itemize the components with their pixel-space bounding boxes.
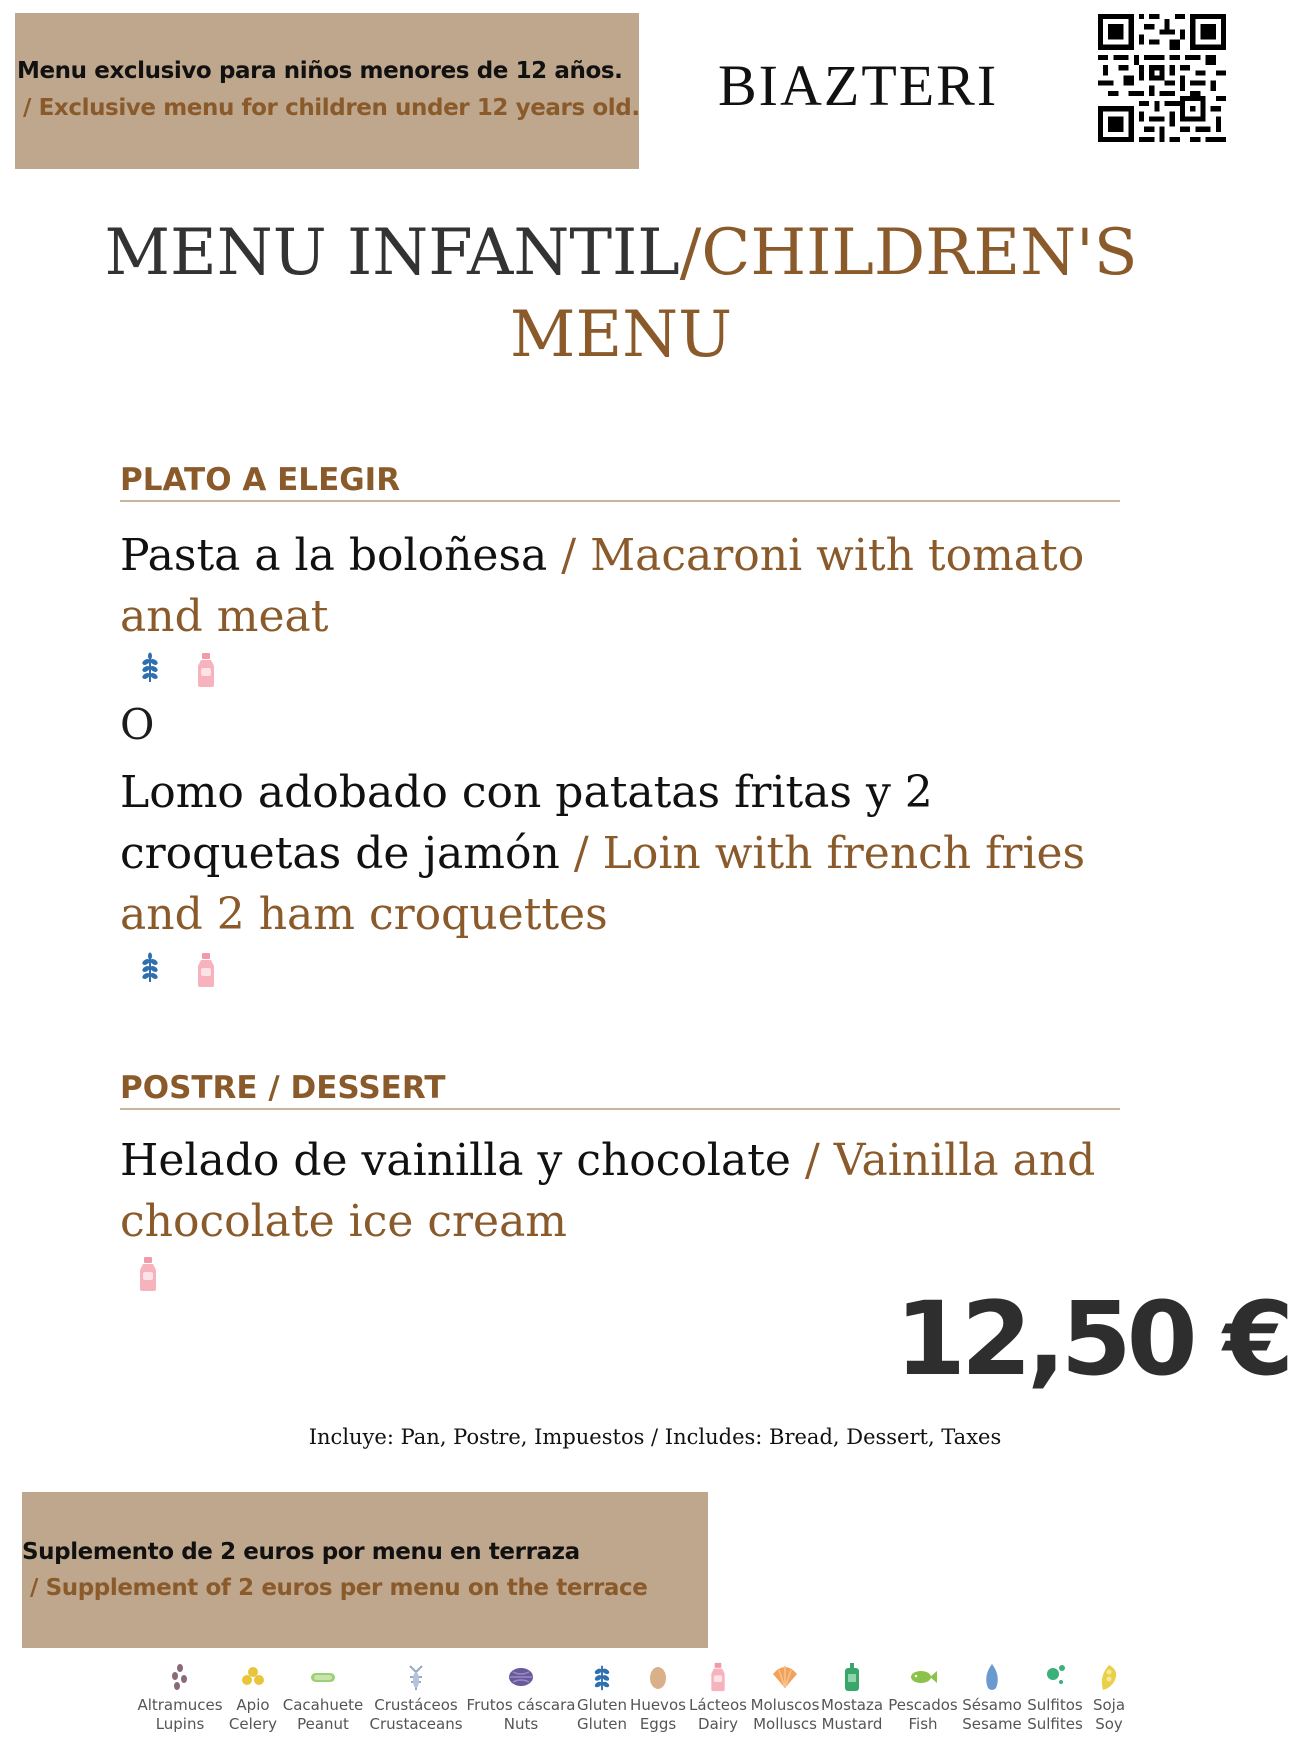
gluten-icon xyxy=(592,1662,612,1692)
mustard-icon xyxy=(841,1662,863,1692)
fish-icon xyxy=(908,1662,938,1692)
legend-sesame-en: Sesame xyxy=(962,1715,1022,1733)
kids-only-notice xyxy=(15,13,639,169)
legend-gluten-es: Gluten xyxy=(577,1696,627,1714)
nuts-icon xyxy=(507,1662,535,1692)
legend-dairy xyxy=(686,1662,750,1734)
legend-fish-en: Fish xyxy=(908,1715,938,1733)
legend-mustard-es: Mostaza xyxy=(820,1696,884,1714)
sulfites-icon xyxy=(1042,1662,1068,1692)
legend-nuts-en: Nuts xyxy=(503,1715,539,1733)
legend-gluten xyxy=(574,1662,630,1734)
menu-price: 12,50 € xyxy=(895,1280,1290,1399)
legend-molluscs xyxy=(750,1662,820,1734)
legend-molluscs-es: Moluscos xyxy=(750,1696,820,1714)
legend-lupins-en: Lupins xyxy=(155,1715,205,1733)
title-english: CHILDREN'S MENU xyxy=(509,216,1138,372)
dish-loin-english: / Loin with french fries and 2 ham croquettes xyxy=(120,828,1086,940)
legend-lupins xyxy=(130,1662,230,1734)
legend-celery-en: Celery xyxy=(228,1715,278,1733)
mollusc-icon xyxy=(771,1662,799,1692)
brand-logo: BIAZTERI xyxy=(718,53,999,118)
qr-code-icon[interactable] xyxy=(1098,14,1226,142)
peanut-icon xyxy=(308,1662,338,1692)
dish-pasta xyxy=(120,525,1130,647)
dairy-icon xyxy=(195,952,217,988)
terrace-spanish: Suplemento de 2 euros por menu en terraza xyxy=(22,1539,580,1565)
includes-note: Incluye: Pan, Postre, Impuestos / Includes: Bread, Dessert, Taxes xyxy=(308,1425,1002,1449)
dish-pasta-spanish: Pasta a la boloñesa xyxy=(120,530,548,581)
legend-mustard xyxy=(818,1662,886,1734)
legend-sulfites-es: Sulfitos xyxy=(1027,1696,1083,1714)
lupins-icon xyxy=(167,1662,193,1692)
gluten-icon xyxy=(140,952,160,984)
legend-sulfites-en: Sulfites xyxy=(1027,1715,1083,1733)
legend-crustaceans xyxy=(366,1662,466,1734)
legend-peanut-en: Peanut xyxy=(297,1715,349,1733)
legend-celery-es: Apio xyxy=(236,1696,270,1714)
legend-mustard-en: Mustard xyxy=(821,1715,883,1733)
dish-pasta-english: / Macaroni with tomato and meat xyxy=(120,530,1085,642)
legend-nuts-es: Frutos cáscara xyxy=(466,1696,576,1714)
crustacean-icon xyxy=(403,1662,429,1692)
legend-crustaceans-es: Crustáceos xyxy=(374,1696,458,1714)
notice-spanish: Menu exclusivo para niños menores de 12 años. xyxy=(17,58,623,84)
dairy-icon xyxy=(137,1256,159,1292)
legend-peanut xyxy=(278,1662,368,1734)
legend-eggs-es: Huevos xyxy=(630,1696,686,1714)
legend-fish-es: Pescados xyxy=(888,1696,958,1714)
legend-sesame xyxy=(960,1662,1024,1734)
legend-soy-en: Soy xyxy=(1095,1715,1123,1733)
celery-icon xyxy=(240,1662,266,1692)
legend-celery xyxy=(223,1662,283,1734)
dairy-icon xyxy=(195,652,217,688)
legend-sesame-es: Sésamo xyxy=(962,1696,1022,1714)
dish-loin xyxy=(120,762,1130,945)
dairy-icon xyxy=(707,1662,729,1692)
title-separator: / xyxy=(679,216,702,290)
egg-icon xyxy=(647,1662,669,1692)
legend-lupins-es: Altramuces xyxy=(137,1696,223,1714)
legend-eggs-en: Eggs xyxy=(639,1715,677,1733)
legend-eggs xyxy=(630,1662,686,1734)
terrace-supplement-notice xyxy=(22,1492,708,1648)
gluten-icon xyxy=(140,652,160,684)
soy-icon xyxy=(1097,1662,1121,1692)
dish-loin-spanish: Lomo adobado con patatas fritas y 2 croquetas de jamón xyxy=(120,767,933,879)
menu-title xyxy=(100,212,1142,376)
legend-dairy-es: Lácteos xyxy=(689,1696,747,1714)
legend-nuts xyxy=(466,1662,576,1734)
legend-soy-es: Soja xyxy=(1092,1696,1126,1714)
section-heading-main: PLATO A ELEGIR xyxy=(120,462,1120,502)
section-heading-dessert: POSTRE / DESSERT xyxy=(120,1070,1120,1110)
title-spanish: MENU INFANTIL xyxy=(104,216,680,290)
dish-ice-cream-english: / Vainilla and chocolate ice cream xyxy=(120,1135,1096,1247)
legend-peanut-es: Cacahuete xyxy=(282,1696,364,1714)
dish-ice-cream xyxy=(120,1130,1130,1252)
allergen-legend xyxy=(130,1662,1160,1756)
legend-molluscs-en: Molluscs xyxy=(753,1715,817,1733)
terrace-english: / Supplement of 2 euros per menu on the terrace xyxy=(30,1575,648,1601)
legend-sulfites xyxy=(1023,1662,1087,1734)
legend-soy xyxy=(1085,1662,1133,1734)
legend-dairy-en: Dairy xyxy=(698,1715,738,1733)
dish-ice-cream-spanish: Helado de vainilla y chocolate xyxy=(120,1135,791,1186)
notice-english: / Exclusive menu for children under 12 years old. xyxy=(23,95,640,121)
sesame-icon xyxy=(981,1662,1003,1692)
legend-crustaceans-en: Crustaceans xyxy=(369,1715,463,1733)
legend-fish xyxy=(886,1662,960,1734)
legend-gluten-en: Gluten xyxy=(577,1715,627,1733)
or-separator: O xyxy=(120,700,155,749)
